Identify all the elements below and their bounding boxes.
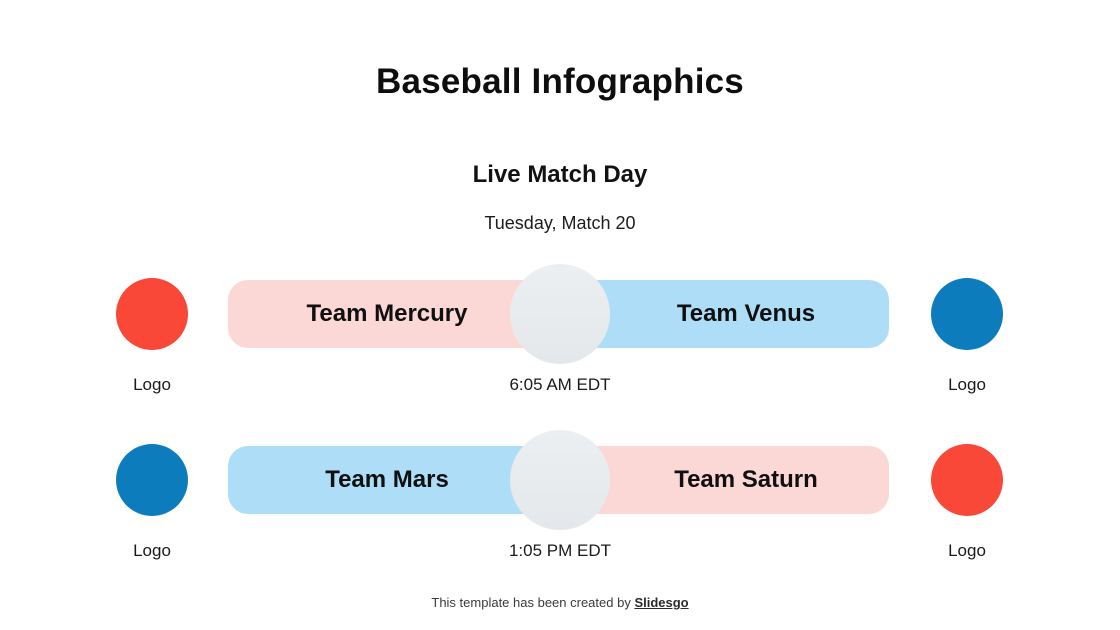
footer-credit-text: This template has been created by xyxy=(431,595,635,610)
logo-label: Logo xyxy=(948,541,986,560)
logo-label: Logo xyxy=(133,375,171,394)
team-logo-circle xyxy=(116,278,188,350)
team-name: Team Venus xyxy=(676,300,816,327)
team-name: Team Mercury xyxy=(306,300,468,327)
versus-circle xyxy=(510,430,610,530)
team-name: Team Mars xyxy=(325,466,449,493)
logo-label: Logo xyxy=(133,541,171,560)
section-title: Live Match Day xyxy=(472,161,648,188)
logo-label: Logo xyxy=(948,375,986,394)
versus-circle xyxy=(510,264,610,364)
team-logo-circle xyxy=(931,444,1003,516)
slidesgo-link[interactable]: Slidesgo xyxy=(634,595,689,610)
match-time: 1:05 PM EDT xyxy=(508,541,612,560)
match-2-labels xyxy=(0,541,1120,565)
match-row-2 xyxy=(0,430,1120,530)
page-title: Baseball Infographics xyxy=(376,62,744,101)
match-row-1 xyxy=(0,264,1120,364)
team-logo-circle xyxy=(931,278,1003,350)
team-logo-circle xyxy=(116,444,188,516)
match-time: 6:05 AM EDT xyxy=(509,375,611,394)
match-date: Tuesday, Match 20 xyxy=(484,213,636,233)
team-name: Team Saturn xyxy=(674,466,818,493)
match-1-labels xyxy=(0,375,1120,399)
footer-credit xyxy=(0,595,1120,610)
